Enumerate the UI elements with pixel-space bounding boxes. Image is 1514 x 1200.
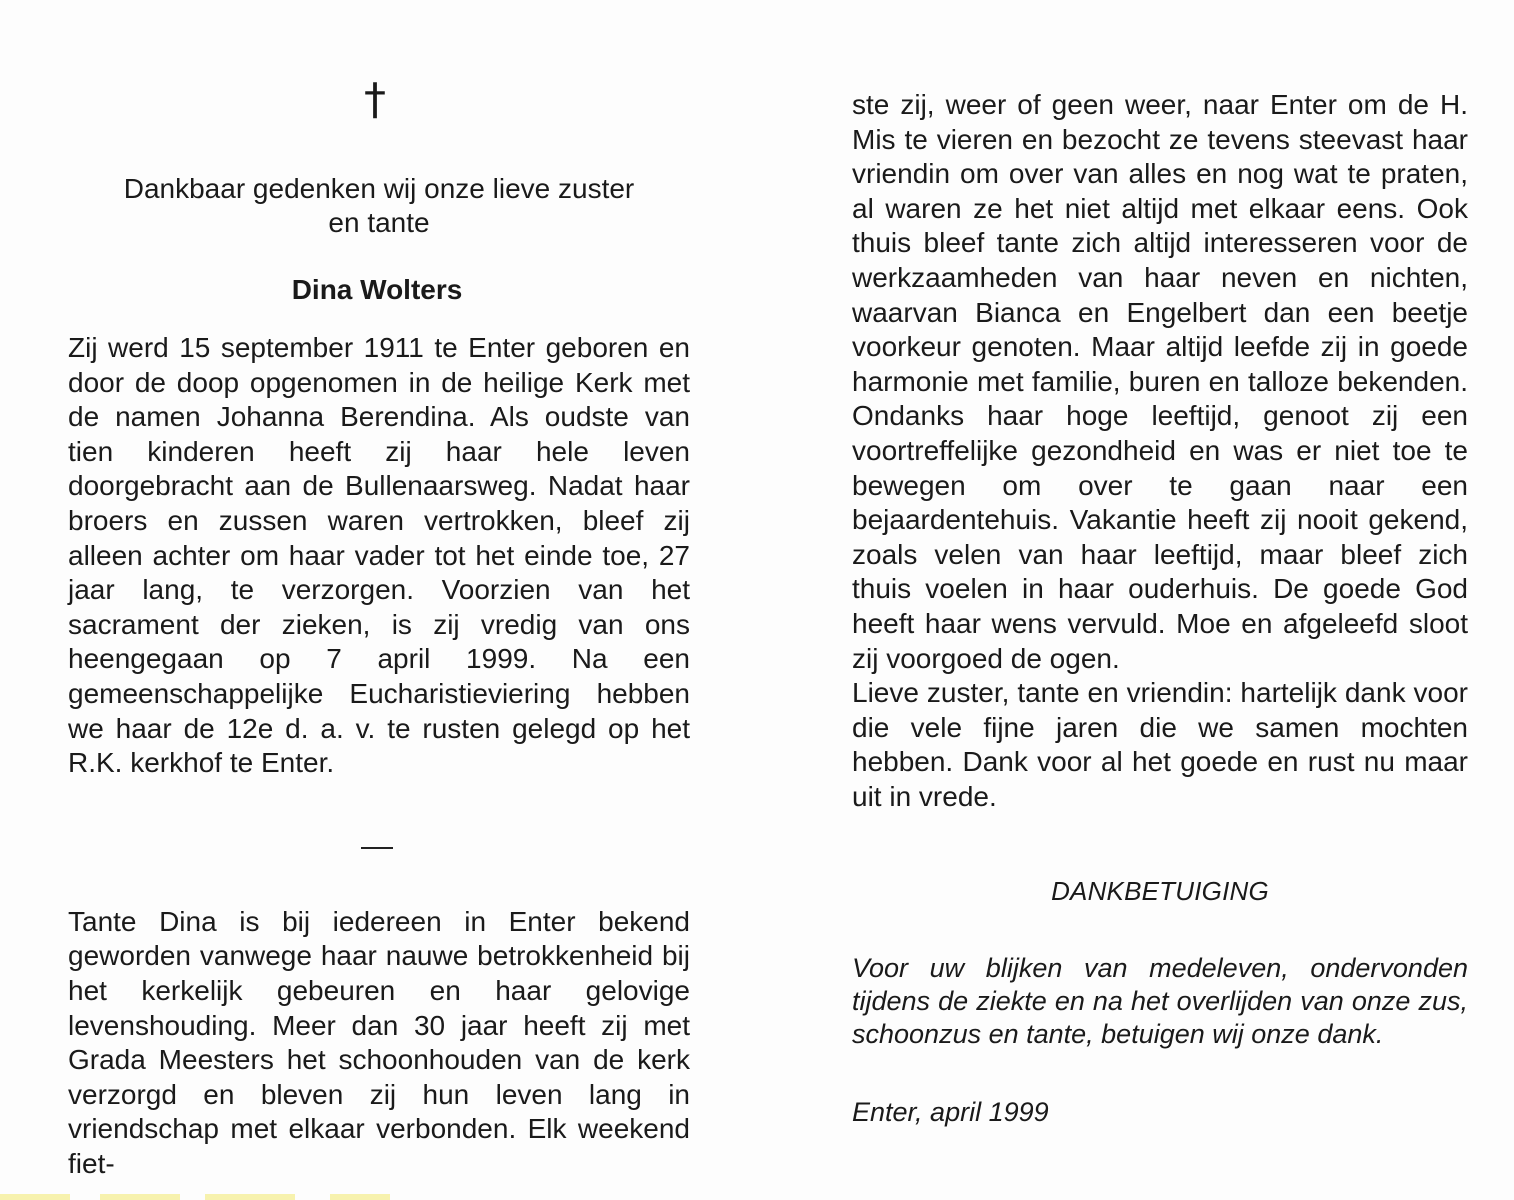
biography-paragraph: Zij werd 15 september 1911 te Enter geboren en door de doop opgenomen in de heilige Kerk met de namen Johanna Berendina. Als oudste van tien kinderen heeft zij haar hele leven doorgebracht aan de Bullenaarsweg. Nadat haar broers en zussen waren vertrokken, bleef zij alleen achter om haar vader tot het einde toe, 27 jaar lang, te verzorgen. Voorzien van het sacrament der zieken, is zij vredig van ons heengegaan op 7 april 1999. Na een gemeenschappelijke Eucharistieviering hebben we haar de 12e d. a. v. te rusten gelegd op het R.K. kerkhof te Enter. xyxy=(68,332,690,779)
acknowledgement-heading: DANKBETUIGING xyxy=(1051,876,1269,907)
cross-icon: † xyxy=(364,74,386,125)
acknowledgement-text: Voor uw blijken van medeleven, ondervonden tijdens de ziekte en na het overlijden van onze zus, schoonzus en tante, betuigen wij onze dank. xyxy=(852,953,1468,1050)
place-date: Enter, april 1999 xyxy=(852,1097,1049,1128)
section-divider xyxy=(361,847,393,849)
deceased-name: Dina Wolters xyxy=(291,274,463,305)
scan-edge-tint xyxy=(100,1194,180,1200)
dedication xyxy=(68,172,690,240)
right-page xyxy=(852,88,1468,1129)
left-page xyxy=(68,70,690,1181)
dedication-line: Dankbaar gedenken wij onze lieve zuster xyxy=(123,173,635,204)
scan-edge-tint xyxy=(205,1194,295,1200)
life-story-continued: ste zij, weer of geen weer, naar Enter om de H. Mis te vieren en bezocht ze tevens steevast haar vriendin om over van alles en nog wat te praten, al waren ze het niet altijd met elkaar eens. Ook thuis bleef tante zich altijd interesseren voor de werkzaamheden van haar neven en nichten, waarvan Bianca en Engelbert dan een beetje voorkeur genoten. Maar altijd leefde zij in goede harmonie met familie, buren en talloze bekenden. Ondanks haar hoge leeftijd, genoot zij een voortreffelijke gezondheid en was er niet toe te bewegen om over te gaan naar een bejaardentehuis. Vakantie heeft zij nooit gekend, zoals velen van haar leeftijd, maar bleef zich thuis voelen in haar ouderhuis. De goede God heeft haar wens vervuld. Moe en afgeleefd sloot zij voorgoed de ogen. xyxy=(852,89,1468,674)
closing-paragraph: Lieve zuster, tante en vriendin: hartelijk dank voor die vele fijne jaren die we samen mochten hebben. Dank voor al het goede en rust nu maar uit in vrede. xyxy=(852,677,1468,812)
dedication-line: en tante xyxy=(328,207,430,238)
life-story-paragraph: Tante Dina is bij iedereen in Enter bekend geworden vanwege haar nauwe betrokkenheid bij het kerkelijk gebeuren en haar gelovige levenshouding. Meer dan 30 jaar heeft zij met Grada Meesters het schoonhouden van de kerk verzorgd en bleven zij hun leven lang in vriendschap met elkaar verbonden. Elk weekend fiet- xyxy=(68,905,690,1179)
scan-edge-tint xyxy=(330,1194,390,1200)
scan-edge-tint xyxy=(0,1194,70,1200)
